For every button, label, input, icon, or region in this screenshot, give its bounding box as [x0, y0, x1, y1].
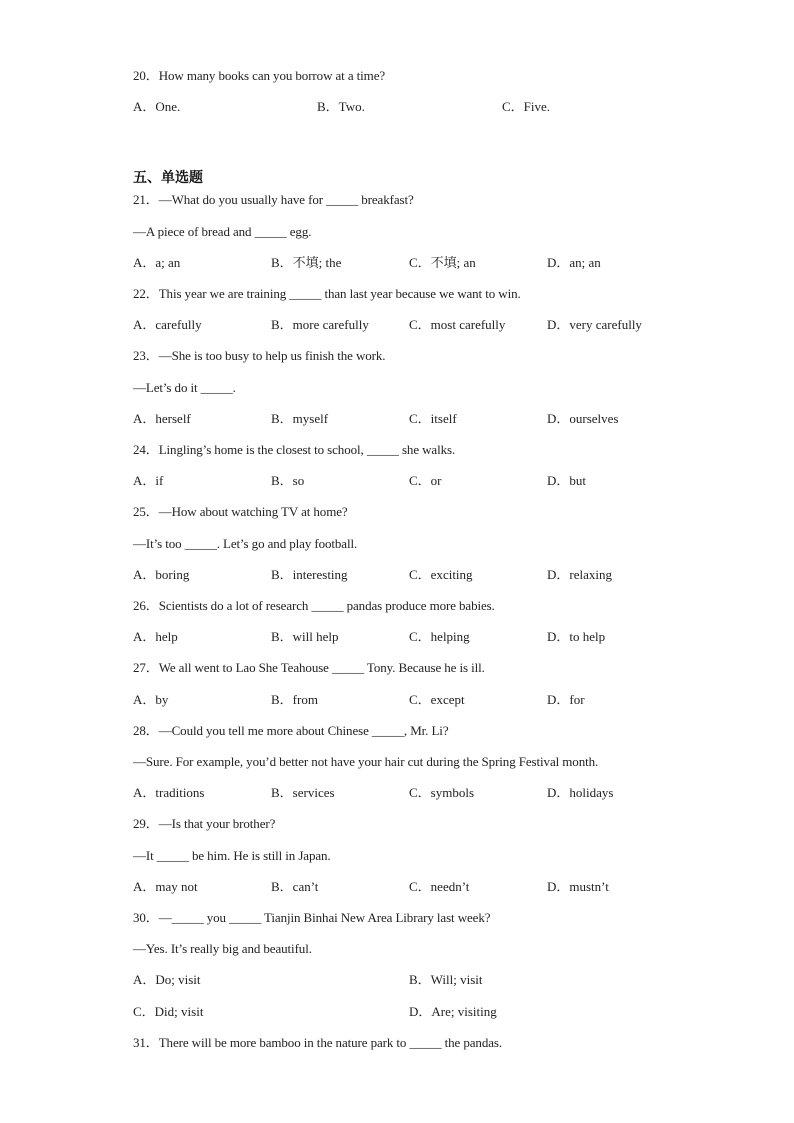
question-22-option-a: A．carefully — [133, 317, 202, 332]
question-24-stem: 24．Lingling’s home is the closest to school, _____ she walks. — [133, 442, 456, 457]
question-24-option-a: A．if — [133, 473, 164, 488]
question-29-line2: —It _____ be him. He is still in Japan. — [133, 848, 331, 863]
question-28-line2: —Sure. For example, you’d better not have your hair cut during the Spring Festival month. — [133, 754, 599, 769]
question-26-option-a: A．help — [133, 629, 178, 644]
question-21-option-c: C．不填; an — [409, 255, 476, 270]
question-25-stem: 25．—How about watching TV at home? — [133, 504, 348, 519]
question-30-option-d: D．Are; visiting — [409, 1004, 497, 1019]
question-28-stem: 28．—Could you tell me more about Chinese _____, Mr. Li? — [133, 723, 449, 738]
question-25-option-a: A．boring — [133, 567, 190, 582]
question-27-option-b: B．from — [271, 692, 318, 707]
question-30-option-a: A．Do; visit — [133, 972, 201, 987]
question-26-option-c: C．helping — [409, 629, 470, 644]
question-29-option-b: B．can’t — [271, 879, 319, 894]
question-27-option-d: D．for — [547, 692, 585, 707]
question-28-option-d: D．holidays — [547, 785, 614, 800]
question-20-option-a: A．One. — [133, 99, 181, 114]
question-29-option-c: C．needn’t — [409, 879, 470, 894]
question-21-option-d: D．an; an — [547, 255, 601, 270]
question-24-option-d: D．but — [547, 473, 587, 488]
question-30-line2: —Yes. It’s really big and beautiful. — [133, 941, 312, 956]
question-26-stem: 26．Scientists do a lot of research _____ pandas produce more babies. — [133, 598, 495, 613]
question-23-option-b: B．myself — [271, 411, 329, 426]
question-30-option-c: C．Did; visit — [133, 1004, 204, 1019]
question-20-option-c: C．Five. — [502, 99, 551, 114]
question-27-option-a: A．by — [133, 692, 169, 707]
question-28-option-c: C．symbols — [409, 785, 475, 800]
question-24-option-c: C．or — [409, 473, 442, 488]
question-26-option-d: D．to help — [547, 629, 606, 644]
question-20-stem: 20．How many books can you borrow at a time? — [133, 68, 386, 83]
question-21-stem: 21．—What do you usually have for _____ breakfast? — [133, 192, 414, 207]
question-23-stem: 23．—She is too busy to help us finish the work. — [133, 348, 386, 363]
question-29-option-d: D．mustn’t — [547, 879, 609, 894]
question-21-line2: —A piece of bread and _____ egg. — [133, 224, 312, 239]
question-22-option-d: D．very carefully — [547, 317, 642, 332]
question-23-line2: —Let’s do it _____. — [133, 380, 236, 395]
question-22-stem: 22．This year we are training _____ than last year because we want to win. — [133, 286, 521, 301]
question-27-stem: 27．We all went to Lao She Teahouse _____ Tony. Because he is ill. — [133, 660, 485, 675]
question-22-option-b: B．more carefully — [271, 317, 369, 332]
question-21-option-a: A．a; an — [133, 255, 181, 270]
question-23-option-c: C．itself — [409, 411, 457, 426]
question-28-option-b: B．services — [271, 785, 335, 800]
question-21-option-b: B．不填; the — [271, 255, 342, 270]
question-28-option-a: A．traditions — [133, 785, 205, 800]
question-31-stem: 31．There will be more bamboo in the nature park to _____ the pandas. — [133, 1035, 503, 1050]
question-25-option-d: D．relaxing — [547, 567, 612, 582]
question-22-option-c: C．most carefully — [409, 317, 506, 332]
question-25-option-b: B．interesting — [271, 567, 348, 582]
question-26-option-b: B．will help — [271, 629, 339, 644]
question-30-option-b: B．Will; visit — [409, 972, 483, 987]
section-title: 五、单选题 — [133, 170, 203, 186]
question-23-option-a: A．herself — [133, 411, 191, 426]
question-24-option-b: B．so — [271, 473, 305, 488]
question-25-option-c: C．exciting — [409, 567, 473, 582]
question-29-stem: 29．—Is that your brother? — [133, 816, 276, 831]
question-20-option-b: B．Two. — [317, 99, 365, 114]
question-23-option-d: D．ourselves — [547, 411, 619, 426]
question-30-stem: 30．—_____ you _____ Tianjin Binhai New Area Library last week? — [133, 910, 491, 925]
question-25-line2: —It’s too _____. Let’s go and play football. — [133, 536, 358, 551]
question-27-option-c: C．except — [409, 692, 465, 707]
question-29-option-a: A．may not — [133, 879, 198, 894]
